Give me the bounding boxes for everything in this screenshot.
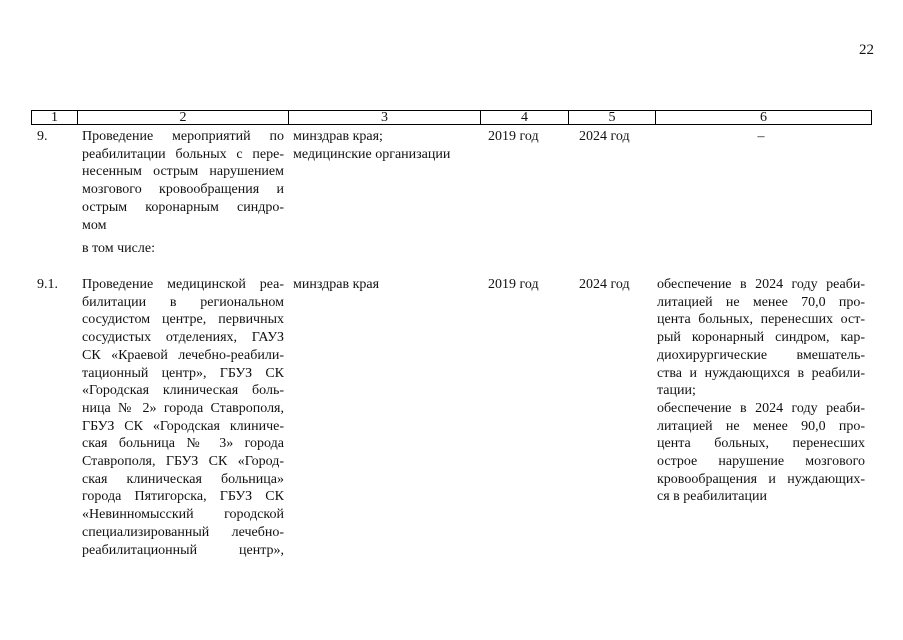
activity-line: ская клиническая больница» [82, 471, 284, 487]
result-cell [657, 276, 865, 506]
activity-line: Ставрополя, ГБУЗ СК «Город- [82, 454, 284, 470]
result-line: обеспечение в 2024 году реаби- [657, 400, 865, 416]
result-line: кровообращения и нуждающих- [657, 471, 865, 487]
header-col-6: 6 [760, 110, 767, 125]
executor-cell [293, 276, 483, 294]
activity-line: мозгового кровообращения и [82, 182, 284, 198]
start-year: 2019 год [488, 129, 539, 144]
result-line: обеспечение в 2024 году реаби- [657, 277, 865, 292]
result-line: ства и нуждающихся в реабили- [657, 365, 865, 381]
result-line: ся в реабилитации [657, 489, 767, 505]
activity-line: города Пятигорска, ГБУЗ СК [82, 489, 284, 505]
header-col-2: 2 [78, 111, 289, 124]
activity-line: Проведение медицинской реа- [82, 277, 284, 292]
activity-line: СК «Краевой лечебно-реабили- [82, 347, 284, 363]
activity-line: «Городская клиническая боль- [82, 383, 284, 399]
activity-line: ница № 2» города Ставрополя, [82, 400, 284, 416]
activity-line: сосудистом центре, первичных [82, 312, 284, 328]
result-line: рый коронарный синдром, кар- [657, 330, 865, 346]
result-line: цента больных, перенесших ост- [657, 312, 865, 328]
executor-cell [293, 128, 483, 163]
activity-line: острым коронарным синдро- [82, 199, 284, 215]
activity-line: реабилитационный центр», [82, 542, 284, 558]
result-line: литацией не менее 90,0 про- [657, 418, 865, 434]
executor-line: минздрав края [293, 277, 380, 292]
table-header-row [31, 110, 872, 125]
activity-line: ская больница № 3» города [82, 436, 284, 452]
page-number: 22 [859, 42, 874, 58]
activity-line: билитации в региональном [82, 294, 284, 310]
executor-line: минздрав края; [293, 129, 383, 144]
activity-line: ГБУЗ СК «Городская клиниче- [82, 418, 284, 434]
activity-line: тационный центр», ГБУЗ СК [82, 365, 284, 381]
activity-line: «Невинномысский городской [82, 507, 284, 523]
row-number: 9.1. [37, 277, 58, 292]
result-cell: – [757, 129, 765, 144]
activity-cell [82, 276, 284, 559]
activity-line: реабилитации больных с пере- [82, 146, 284, 162]
including-label: в том числе: [82, 241, 155, 256]
header-col-3: 3 [289, 111, 481, 124]
end-year: 2024 год [579, 129, 630, 144]
activity-line: несенным острым нарушением [82, 164, 284, 180]
result-line: диохирургические вмешатель- [657, 347, 865, 363]
header-col-4: 4 [481, 111, 569, 124]
activity-line: специализированный лечебно- [82, 524, 284, 540]
result-line: тации; [657, 383, 696, 399]
header-col-1: 1 [32, 111, 78, 124]
activity-line: Проведение мероприятий по [82, 129, 284, 144]
activity-line: сосудистых отделениях, ГАУЗ [82, 330, 284, 346]
result-line: цента больных, перенесших [657, 436, 865, 452]
row-number: 9. [37, 129, 48, 144]
activity-cell [82, 128, 284, 234]
end-year: 2024 год [579, 277, 630, 292]
result-line: острое нарушение мозгового [657, 454, 865, 470]
executor-line: медицинские организации [293, 146, 451, 162]
header-col-5: 5 [569, 111, 656, 124]
result-line: литацией не менее 70,0 про- [657, 294, 865, 310]
activity-line: мом [82, 217, 107, 233]
start-year: 2019 год [488, 277, 539, 292]
